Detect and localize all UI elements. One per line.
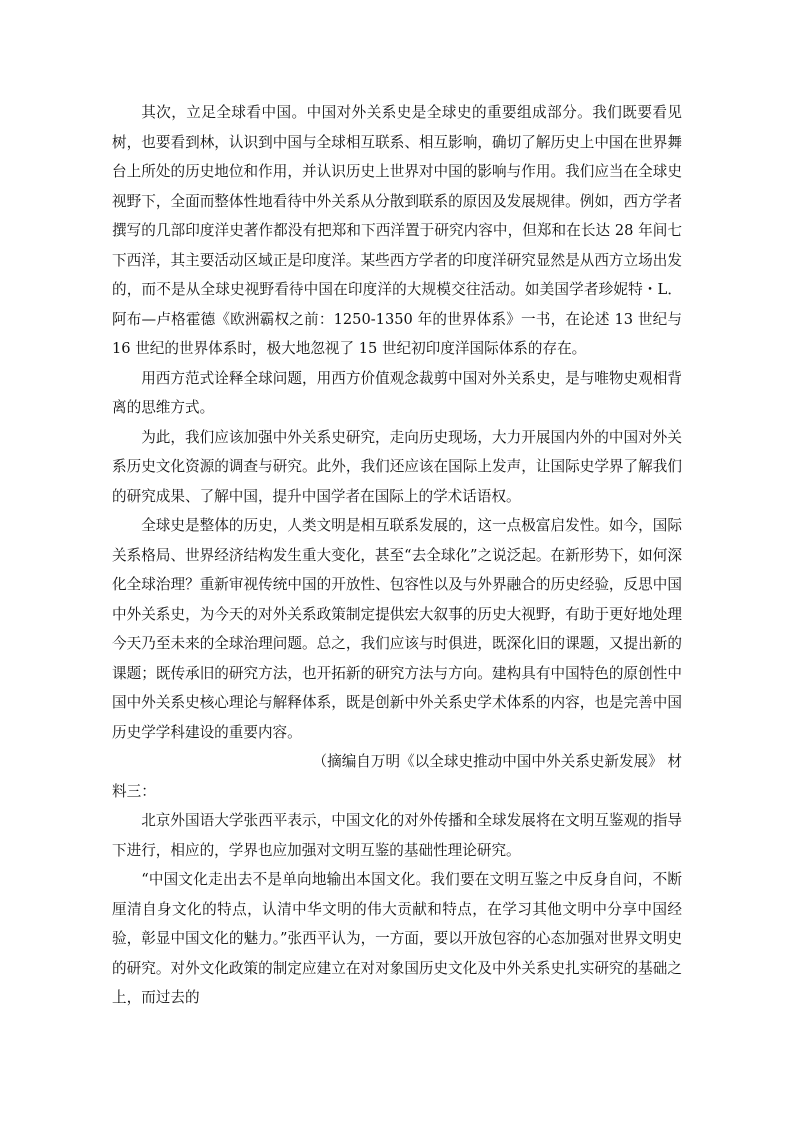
material-three-label: 料三：	[112, 782, 156, 800]
paragraph-western-paradigm: 用西方范式诠释全球问题，用西方价值观念裁剪中国对外关系史，是与唯物史观相背离的思维方式。	[112, 369, 682, 416]
paragraph-chinese-culture-quote: “中国文化走出去不是单向地输出本国文化。我们要在文明互鉴之中反身自问，不断厘清自身文化的特点，认清中华文明的伟大贡献和特点，在学习其他文明中分享中国经验，彰显中国文化的魅力。”张西平认为，一方面，要以开放包容的心态加强对世界文明史的研究。对外文化政策的制定应建立在对对象国历史文化及中外关系史扎实研究的基础之上，而过去的	[112, 871, 682, 1006]
paragraph-zhang-xiping: 北京外国语大学张西平表示，中国文化的对外传播和全球发展将在文明互鉴观的指导下进行，相应的，学界也应加强对文明互鉴的基础性理论研究。	[112, 812, 682, 859]
paragraph-global-perspective: 其次，立足全球看中国。中国对外关系史是全球史的重要组成部分。我们既要看见树，也要看到林，认识到中国与全球相互联系、相互影响，确切了解历史上中国在世界舞台上所处的历史地位和作用，并认识历史上世界对中国的影响与作用。我们应当在全球史视野下，全面而整体性地看待中外关系从分散到联系的原因及发展规律。例如，西方学者撰写的几部印度洋史著作都没有把郑和下西洋置于研究内容中，但郑和在长达 28 年间七下西洋，其主要活动区域正是印度洋。某些西方学者的印度洋研究显然是从西方立场出发的，而不是从全球史视野看待中国在印度洋的大规模交往活动。如美国学者珍妮特・L．阿布—卢格霍德《欧洲霸权之前：1250-1350 年的世界体系》一书，在论述 13 世纪与 16 世纪的世界体系时，极大地忽视了 15 世纪初印度洋国际体系的存在。	[112, 104, 682, 357]
paragraph-global-history-whole: 全球史是整体的历史，人类文明是相互联系发展的，这一点极富启发性。如今，国际关系格局、世界经济结构发生重大变化，甚至“去全球化”之说泛起。在新形势下，如何深化全球治理？重新审视传统中国的开放性、包容性以及与外界融合的历史经验，反思中国中外关系史，为今天的对外关系政策制定提供宏大叙事的历史大视野，有助于更好地处理今天乃至未来的全球治理问题。总之，我们应该与时俱进，既深化旧的课题，又提出新的课题；既传承旧的研究方法，也开拓新的研究方法与方向。建构具有中国特色的原创性中国中外关系史核心理论与解释体系，既是创新中外关系史学术体系的内容，也是完善中国历史学学科建设的重要内容。	[112, 517, 682, 741]
document-page	[112, 98, 682, 1013]
paragraph-strengthen-research: 为此，我们应该加强中外关系史研究，走向历史现场，大力开展国内外的中国对外关系历史文化资源的调查与研究。此外，我们还应该在国际上发声，让国际史学界了解我们的研究成果、了解中国，提升中国学者在国际上的学术话语权。	[112, 428, 682, 505]
source-citation: （摘编自万明《以全球史推动中国中外关系史新发展》 材	[312, 753, 682, 770]
